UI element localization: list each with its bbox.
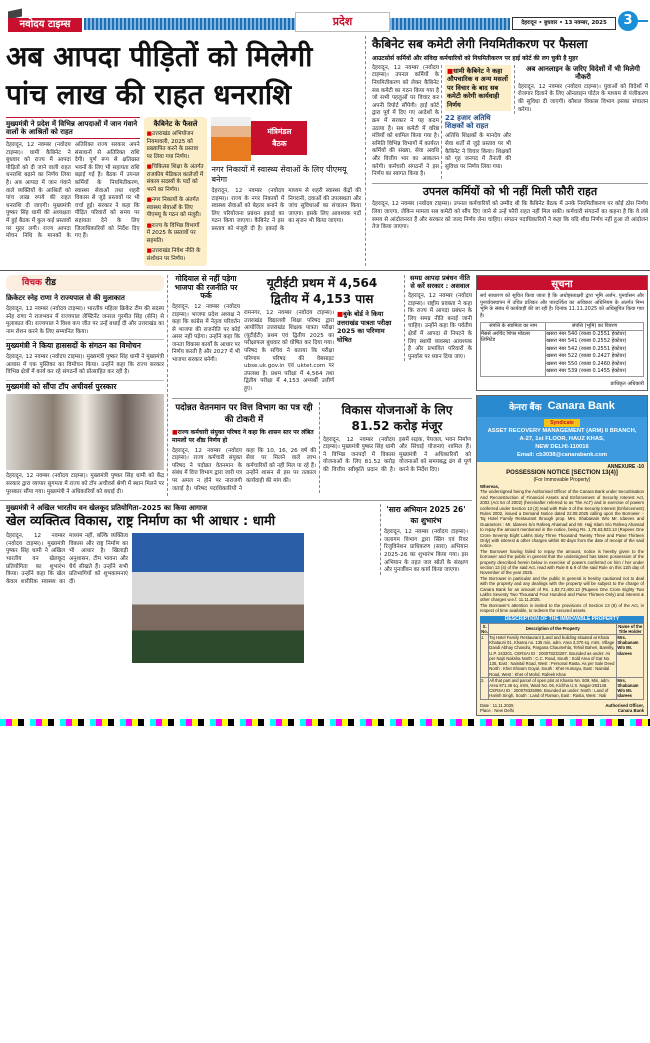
sports-kicker: मुख्यमंत्री ने अखिल भारतीय वन खेलकूद प्रतियोगिता–2025 का किया आगाज [6, 504, 208, 513]
padonnat-body: देहरादून, 12 नवम्बर (नवोदय टाइम्स)। राज्य कर्मचारी संयुक्त परिषद ने पदोन्नत वेतनमान के संबंध में वित्त विभाग द्वारा जारी पत्र पर अमल न होने पर नाराजगी जताई है। परिषद पदाधिकारियों ने कहा कि 10, 16, 26 वर्ष की सेवा पर मिलने वाले लाभ कर्मचारियों को नहीं मिल पा रहे हैं। उन्होंने शासन से इस पर तत्काल कार्यवाही की मांग की। [172, 447, 316, 492]
godiyal-body: देहरादून, 12 नवम्बर (नवोदय टाइम्स)। भाजपा प्रदेश अध्यक्ष ने कहा कि कांग्रेस में नेतृत्व परिवर्तन से भाजपा की राजनीति पर कोई असर नहीं पड़ेगा। उन्होंने कहा कि जनता विकास कार्यों के आधार पर निर्णय करती है और 2027 में भी भाजपा सरकार बनेगी। [172, 303, 240, 364]
sports-body: देहरादून, 12 नवम्बर (नवोदय टाइम्स)। मुख्यमंत्री पुष्कर सिंह धामी ने अखिल भारतीय वन खेलकूद प्रतियोगिता का शुभारंभ किया। उन्होंने कहा कि खेल केवल शारीरिक स्वास्थ्य का माध्यम नहीं, बल्कि व्यक्तित्व विकास और राष्ट्र निर्माण का भी आधार है। खिलाड़ी अनुशासन, टीम भावना और धैर्य सीखते हैं। उन्होंने सभी प्रतिभागियों को शुभकामनाएं दीं। [6, 533, 128, 585]
row-desc: Taj Hotel Family Restaurant (Land and building situated at Khata Khatauni 01, Khasra no. 135 min, adm. Area 3,370 sq. mtrs, Village Dandi Abhay Chandra, Pargana Chaumehla, Tehsil Baheri, Bareilly, U.P. 243201. CERSAI ID : 200078233287. Bounded as under: As per Najri Naksha North : C.C. Road, South : Sold Area of Gat No. 135, East : Nainital Road, West : Personal Rasta. As per Sale Deed North : Khet Shivam Goyal, South : Khet Humayu, East : Nainital Road, West : Khet of Mohd. Rafeek Khan [489, 635, 617, 678]
utet-callout-text: बुके बोर्ड ने किया उत्तराखंड पात्रता परीक्षा 2025 का परिणाम घोषित [337, 310, 392, 344]
suchna-body: सर्व साधारण को सूचित किया जाता है कि अधोहस्ताक्षरी द्वारा भूमि अर्जन, पुनर्वासन और पुनर्व्यवस्थापन में उचित प्रतिकर और पारदर्शिता का अधिकार अधिनियम के अंतर्गत निम्न भूमि के संबंध में कार्यवाही की जा रही है। दिनांक 11.11.2025 को अधिसूचित किया गया है। [480, 293, 644, 319]
canara-logo [477, 396, 647, 417]
suchna-col-land: संपत्ति (भूमि) का विवरण [546, 323, 644, 331]
subcommittee-highlight: ■धामी कैबिनेट ने कहा औपचारिक व अन्य मसलों पर विचार के बाद सब कमेटी करेगी कार्यवाही निर्णय [445, 65, 511, 112]
vichak-body: देहरादून, 12 नवम्बर (नवोदय टाइम्स)। भारतीय महिला क्रिकेट टीम की सदस्य स्नेह राणा ने राजभवन में राज्यपाल लेफ्टिनेंट जनरल गुरमीत सिंह (सेनि) से मुलाकात की। राज्यपाल ने विश्व कप जीत पर उन्हें बधाई दी और उत्तराखंड का नाम रोशन करने के लिए सम्मानित किया। [6, 306, 164, 335]
subcommittee-headline: कैबिनेट सब कमेटी लेगी नियमितीकरण पर फैसला [372, 37, 588, 51]
canara-branch-block [477, 417, 647, 462]
upnal-body: देहरादून, 12 नवम्बर (नवोदय टाइम्स)। उपनल कर्मचारियों को उम्मीद थी कि कैबिनेट बैठक में उनके नियमितीकरण पर कोई ठोस निर्णय लिया जाएगा, लेकिन मामला सब कमेटी को सौंप दिए जाने से उन्हें फौरी राहत नहीं मिल सकी। कर्मचारी संगठनों का कहना है कि वे लंबे समय से आंदोलनरत हैं और सरकार को जल्द निर्णय लेना चाहिए। संगठन पदाधिकारियों ने कहा कि यदि शीघ्र निर्णय नहीं हुआ तो आंदोलन तेज किया जाएगा। [372, 201, 648, 231]
canara-email: Email: cb3038@canarabank.com [516, 451, 608, 458]
khasra-item: खसरा नंबर 522 (रकबा 0.2427 हेक्टेयर) [546, 353, 627, 360]
pmu-body: देहरादून, 12 नवम्बर (नवोदय टाइम्स)। राज्य के नगर निकायों में स्वास्थ्य सेवाओं को बेहतर बनाने के लिए परियोजना प्रबंधन इकाई का गठन किया जाएगा। कैबिनेट ने इस प्रस्ताव को मंजूरी दी है। इकाई के माध्यम से शहरी स्वास्थ्य केंद्रों की निगरानी, दवाओं की उपलब्धता और जांच सुविधाओं का संचालन किया जाएगा। इसके लिए आवश्यक पदों का सृजन भी किया जाएगा। [211, 188, 361, 232]
syndicate-logo: Syndicate [544, 419, 580, 427]
row-holder: Mrs. Shabanam W/o Mr. Idarees [617, 635, 644, 678]
canara-notice [476, 395, 648, 716]
khasra-item: खसरा नंबर 540 (रकबा 0.2551 हेक्टेयर) [546, 330, 627, 337]
utet-callout: ■बुके बोर्ड ने किया उत्तराखंड पात्रता परीक्षा 2025 का परिणाम घोषित [337, 310, 392, 344]
vichak-tag [6, 275, 164, 291]
canara-logo-hindi: केनरा बैंक [509, 401, 542, 412]
subcommittee-deck: आउटसोर्स कर्मियों और संविदा कर्मचारियों को नियमितीकरण पर हाई कोर्ट की लग चुकी है मुहर [372, 54, 578, 62]
online-jobs-box [514, 65, 648, 114]
khasra-item: खसरा नंबर 542 (रकबा 0.2551 हेक्टेयर) [546, 345, 627, 352]
cabinet-label-line2: बैठक [272, 139, 287, 148]
property-table [480, 623, 644, 700]
row-holder: Mrs. Shabanam W/o Mr. Idarees [617, 677, 644, 699]
aswal-body: देहरादून, 12 नवम्बर (नवोदय टाइम्स)। राष्ट्रीय प्रवक्ता ने कहा कि राज्य में आपदा प्रबंधन के लिए समग्र नीति बनाई जानी चाहिए। उन्होंने कहा कि पर्वतीय क्षेत्रों में आपदा से निपटने के लिए स्थायी व्यवस्था आवश्यक है और प्रभावित परिवारों के पुनर्वास पर ध्यान दिया जाए। [408, 292, 472, 360]
khasra-item: खसरा नंबर 550 (रकबा 0.2460 हेक्टेयर) [546, 360, 627, 367]
row-no: 1. [481, 635, 489, 678]
authorised-officer: Authorised Officer, [605, 702, 644, 708]
notice-subtitle: (For Immovable Property) [533, 477, 591, 484]
notice-place: Place : New Delhi [480, 707, 514, 713]
canara-city: NEW DELHI-110016 [535, 443, 589, 450]
vichak-tag-red: विचक [22, 278, 42, 289]
vikas-body: देहरादून, 12 नवम्बर (नवोदय टाइम्स)। मुख्यमंत्री पुष्कर सिंह धामी ने विभिन्न जनपदों में विकास योजनाओं के लिए 81.52 करोड़ की वित्तीय स्वीकृति प्रदान की है। इसमें सड़क, पेयजल, भवन निर्माण और सिंचाई योजनाएं शामिल हैं। मुख्यमंत्री ने अधिकारियों को योजनाओं को समयबद्ध ढंग से पूर्ण करने के निर्देश दिए। [323, 436, 471, 473]
suchna-khasra-list [546, 330, 644, 376]
suchna-col-owner: संपत्ति के स्वामित्व का नाम [481, 323, 546, 331]
notice-footer [480, 703, 644, 714]
cabinet-decision-item: ■उत्तराखंड अभियोजन नियमावली, 2025 को प्रख्यापित करने के प्रस्ताव पर लिया गया निर्णय। [146, 131, 198, 160]
cabinet-decision-item: ■राज्य के विभिन्न विभागों में 2025 के प्रस्तावों पर सहमति। [146, 222, 200, 244]
subcommittee-body: देहरादून, 12 नवम्बर (नवोदय टाइम्स)। उपनल कर्मियों के नियमितीकरण को लेकर कैबिनेट सब कमेटी का गठन किया गया है जो सभी पहलुओं पर विचार कर अपनी रिपोर्ट सौंपेगी। हाई कोर्ट द्वारा पूर्व में दिए गए आदेशों के क्रम में सरकार ने यह कदम उठाया है। सब कमेटी में वरिष्ठ मंत्रियों को शामिल किया गया है। समिति विभिन्न विभागों में कार्यरत कर्मियों की संख्या, सेवा अवधि और वित्तीय भार का आकलन करेगी। कर्मचारी संगठनों ने इस निर्णय का स्वागत किया है। [372, 65, 442, 179]
annexure-label: ANNEXURE -10 [607, 463, 644, 470]
pmu-headline: नगर निकायों में स्वास्थ्य सेवाओं के लिए पीएमयू बनेगा [211, 165, 347, 184]
decision-text: उत्तराखंड अभियोजन नियमावली, 2025 को प्रख्यापित करने के प्रस्ताव पर लिया गया निर्णय। [146, 131, 198, 160]
dateline: देहरादून • बुधवार • 13 नवम्बर, 2025 [512, 17, 616, 30]
notice-para: The Borrower in particular and the public in general is hereby cautioned not to deal with the property and any dealings with the property will be subject to the charge of Canara Bank for an amount of Rs. 1,82,72,400.13 (Rupees One Crore Eighty Two Lakhs Seventy Two Thousand Four Hundred and Paise Thirteen Only) and interest & other charges w.e.f. 11.11.2025. [480, 575, 644, 603]
lead-headline-line1: अब आपदा पीड़ितों को मिलेगी [6, 40, 313, 73]
online-jobs-body: देहरादून, 12 नवम्बर (नवोदय टाइम्स)। युवाओं को विदेशों में रोजगार दिलाने के लिए ऑनलाइन पोर्टल के माध्यम से पंजीकरण की सुविधा दी जाएगी। कौशल विकास विभाग इसका संचालन करेगा। [518, 83, 648, 113]
color-registration-strip [0, 719, 650, 726]
godiyal-headline: गोदियाल से नहीं पड़ेगा भाजपा की रजनीति पर फर्क [174, 274, 238, 301]
utet-headline [244, 275, 400, 307]
lead-pullquote: मुख्यमंत्री ने प्रदेश में विभिन्न आपदाओं में जान गंवाने वालों के आश्रितों को राहत [6, 117, 140, 139]
suchna-table [480, 322, 644, 377]
cabinet-decision-item: ■नगर निकायों के अंतर्गत स्वास्थ्य सेवाओं के लिए पीएमयू के गठन को मंजूरी। [146, 197, 201, 219]
brand-logo: नवोदय टाइम्स [8, 18, 82, 32]
possession-notice [477, 462, 647, 715]
padonnat-headline: पदोन्नत वेतनमान पर वित्त विभाग का पत्र रद्दी की टोकरी में [175, 402, 313, 425]
section-label: प्रदेश [295, 12, 390, 32]
achievers-body: देहरादून, 12 नवम्बर (नवोदय टाइम्स)। मुख्यमंत्री पुष्कर सिंह धामी को केंद्र सरकार द्वारा व्यापार सुगमता में राज्य को टॉप अचीवर्स श्रेणी में स्थान मिलने पर पुरस्कार सौंपा गया। मुख्यमंत्री ने अधिकारियों को बधाई दी। [6, 473, 164, 495]
vichak-headline: क्रिकेटर स्नेह राणा ने राज्यपाल से की मुलाकात [6, 294, 125, 303]
whereas: Whereas, [480, 483, 500, 489]
row-desc: All that part and parcel of open plot at Khasra No. 509, Min, adm. Area 971.46 sq. mtrs, Ward No. 06, Kichha U.S. Nagar-263148. CERSAI ID : 200078325096. Bounded as under: North : Land of Harish Singh, South : Land of Raman, East : Rasta, West : Nali [489, 677, 617, 699]
highlight-text: धामी कैबिनेट ने कहा औपचारिक व अन्य मसलों पर विचार के बाद सब कमेटी करेगी कार्यवाही निर्णय [447, 66, 508, 109]
vikas-headline: विकास योजनाओं के लिए 81.52 करोड़ मंजूर [341, 402, 453, 433]
abhiyan-headline: 'सारा अभियान 2025 26' का शुभारंभ [386, 505, 466, 526]
cabinet-decision-item: ■उत्तराखंड निवेश नीति के संशोधन पर निर्णय। [146, 248, 201, 262]
khasra-item: खसरा नंबर 539 (रकबा 0.1455 हेक्टेयर) [546, 368, 627, 375]
aswal-headline: समग्र आपदा प्रबंधन नीति से करें सरकार : असवाल [410, 274, 470, 290]
achievers-headline: मुख्यमंत्री को सौंपा टॉप अचीवर्स पुरस्कार [6, 380, 164, 392]
property-row [481, 635, 644, 678]
decision-text: उत्तराखंड निवेश नीति के संशोधन पर निर्णय। [146, 248, 201, 262]
cabinet-decisions-box [144, 117, 208, 266]
lead-headline-line2: पांच लाख की राहत धनराशि [6, 78, 292, 111]
th-desc: Description of the Property [489, 623, 617, 634]
th-sno: S. No. [481, 623, 489, 634]
suchna-title: सूचना [477, 276, 647, 290]
padonnat-callout: ■राज्य कर्मचारी संयुक्त परिषद ने कहा कि शासन स्तर पर लंबित मामलों पर शीघ्र निर्णय हो [172, 428, 314, 444]
upnal-headline: उपनल कर्मियों को भी नहीं मिली फौरी राहत [422, 184, 598, 198]
suchna-signatory: प्राधिकृत अधिकारी [610, 380, 644, 387]
achievers-photo [6, 394, 164, 470]
vimochan-body: देहरादून, 12 नवम्बर (नवोदय टाइम्स)। मुख्यमंत्री पुष्कर सिंह धामी ने मुख्यमंत्री आवास में एक पुस्तिका का विमोचन किया। उन्होंने कहा कि राज्य सरकार विभिन्न क्षेत्रों में कार्य कर रहे संगठनों को प्रोत्साहित कर रही है। [6, 354, 164, 376]
notice-date: Date : 11.11.2025 [480, 702, 514, 708]
utet-headline-line2: द्वितीय में 4,153 पास [270, 292, 374, 307]
vichak-tag-black: रीड [45, 278, 56, 289]
page-header [0, 0, 650, 36]
cabinet-decision-item: ■चिकित्सा शिक्षा के अंतर्गत राजकीय मेडिकल कालेजों में संकाय सदस्यों के पदों को भरने का निर्णय। [146, 164, 204, 193]
row-no: 2. [481, 677, 489, 699]
chief-minister-photo [211, 117, 251, 161]
cabinet-decisions-title: कैबिनेट के फैसले [153, 120, 198, 128]
th-holder: Name of the Title Holder [618, 623, 643, 634]
signatory-bank: Canara Bank [617, 707, 644, 713]
utet-body: रामनगर, 12 नवम्बर (नवोदय टाइम्स)। उत्तराखंड विद्यालयी शिक्षा परिषद द्वारा आयोजित उत्तराखंड शिक्षक पात्रता परीक्षा (यूटीईटी) प्रथम एवं द्वितीय 2025 का परीक्षाफल बुधवार को घोषित कर दिया गया। परिषद के सचिव ने बताया कि परीक्षा परिणाम परिषद की वेबसाइट ubse.uk.gov.in एवं uktet.com पर उपलब्ध है। प्रथम परीक्षा में 4,564 तथा द्वितीय परीक्षा में 4,153 अभ्यर्थी उत्तीर्ण हुए। [244, 310, 334, 392]
page-number: 3 [618, 11, 638, 31]
decision-text: राज्य के विभिन्न विभागों में 2025 के प्रस्तावों पर सहमति। [146, 222, 200, 244]
canara-logo-en: Canara Bank [547, 400, 615, 413]
suchna-owner: मैसर्स अरविंद शिप्स मोडलर लिमिटेड [481, 330, 546, 376]
decision-text: चिकित्सा शिक्षा के अंतर्गत राजकीय मेडिकल कालेजों में संकाय सदस्यों के पदों को भरने का निर्णय। [146, 164, 204, 193]
lead-headline [6, 38, 361, 114]
online-jobs-headline: अब आनलाइन के जरिए विदेशों में भी मिलेगी नौकरी [526, 64, 640, 81]
padonnat-callout-text: राज्य कर्मचारी संयुक्त परिषद ने कहा कि शासन स्तर पर लंबित मामलों पर शीघ्र निर्णय हो [172, 428, 314, 444]
decision-text: नगर निकायों के अंतर्गत स्वास्थ्य सेवाओं के लिए पीएमयू के गठन को मंजूरी। [146, 197, 201, 219]
notice-title: POSSESSION NOTICE [SECTION 13(4)] [506, 469, 618, 476]
guest-teachers-headline: 22 हजार अतिथि शिक्षकों को राहत [445, 114, 491, 131]
utet-headline-line1: यूटीईटी प्रथम में 4,564 [266, 276, 378, 291]
notice-para: The Borrower's attention is invited to the provisions of Section 13 (8) of the Act, in respect of time available, to redeem the secured assets. [480, 602, 644, 614]
sports-event-photo [132, 533, 304, 663]
notice-para: The undersigned being the Authorised Officer of the Canara Bank under Securitisation And Reconstruction of Financial Assets and Enforcement of Security Interest Act, 2002 (Act 54 of 2002) (hereinafter referred to as "the Act") and in exercise of powers conferred under Section 13 (2) read with Rule 3 of the Security Interest (Enforcement) Rules 2002, issued a Demand Notice dated 22.08.2025 calling upon the Borrower :- Taj Hotel Family Restaurant through prop. Mrs. Shabanam W/o Mr. Idarees and Guarantors : Mr. Idarees S/o Rafeeq Ahamad and Mr. Hajj Islam S/o Rafeeq Ahamad to repay the amount mentioned in the notice, being Rs. 1,78,63,823.13 (Rupees One Crore Seventy Eight Lakhs Sixty Three Thousand Twenty Three and Paise Thirteen Only) with interest & other charges within 60 days from the date of receipt of the said notice. [480, 489, 644, 549]
khasra-item: खसरा नंबर 541 (रकबा 0.2552 हेक्टेयर) [546, 338, 627, 345]
property-row [481, 677, 644, 699]
canara-address: A-27, 1st FLOOR, HAUZ KHAS, [519, 435, 605, 442]
cabinet-label-line1: मंत्रिमंडल [267, 127, 292, 136]
cabinet-meeting-label [251, 121, 307, 155]
sports-headline: खेल व्यक्तित्व विकास, राष्ट्र निर्माण का भी आधार : धामी [6, 514, 276, 530]
guest-teachers-body: अतिथि शिक्षकों के मानदेय और सेवा शर्तों से जुड़े प्रस्ताव पर भी कैबिनेट ने विचार किया। शिक्षकों को गृह जनपद में तैनाती की सुविधा पर निर्णय लिया गया। [445, 133, 511, 170]
notice-para: The Borrower having failed to repay the amount, notice is hereby given to the borrower and the public in general that the undersigned has taken possession of the property described herein below in exercise of powers conferred on him / her under section 13 (4) of the said Act, read with Rule 8 & 9 of the said Rule on this 11th day of November of the year 2025. [480, 548, 644, 576]
vimochan-headline: मुख्यमंत्री ने किया हाससदों के संगठन का विमोचन [6, 339, 164, 351]
lead-body: देहरादून, 12 नवम्बर (नवोदय टाइम्स)। धामी कैबिनेट ने बुधवार को राज्य में आपदा पीड़ितों को दी जाने वाली राहत धनराशि बढ़ाने का निर्णय लिया है। अब आपदा में जान गंवाने वाले व्यक्तियों के आश्रितों को पांच लाख रुपये की राहत धनराशि दी जाएगी। मुख्यमंत्री पुष्कर सिंह धामी की अध्यक्षता में हुई बैठक में कुल कई प्रस्तावों पर मुहर लगी। राज्य आपदा मोचन निधि के मानकों के अतिरिक्त राज्य सरकार अपने संसाधनों से अतिरिक्त राशि देगी। पूर्ण रूप से क्षतिग्रस्त भवनों के लिए भी सहायता राशि बढ़ाई गई है। बैठक में उपनल कर्मियों के नियमितीकरण, स्वास्थ्य सेवाओं तथा शहरी विकास से जुड़े प्रस्तावों पर भी चर्चा हुई। सरकार ने कहा कि पीड़ित परिवारों को समय पर सहायता देने के लिए जिलाधिकारियों को निर्देश दिए गए हैं। [6, 142, 140, 240]
canara-branch: ASSET RECOVERY MANAGEMENT (ARM) II BRANCH, [487, 427, 637, 434]
suchna-notice [476, 275, 648, 391]
abhiyan-body: देहरादून, 12 नवम्बर (नवोदय टाइम्स)। जलागम विभाग द्वारा स्प्रिंग एवं रिवर रिजुविनेशन प्राधिकरण (सारा) अभियान 2025-26 का शुभारंभ किया गया। इस अभियान के तहत जल स्रोतों के संरक्षण और पुनर्जीवन का कार्य किया जाएगा। [384, 529, 468, 574]
property-table-title: DESCRIPTION OF THE IMMOVABLE PROPERTY [480, 616, 644, 623]
